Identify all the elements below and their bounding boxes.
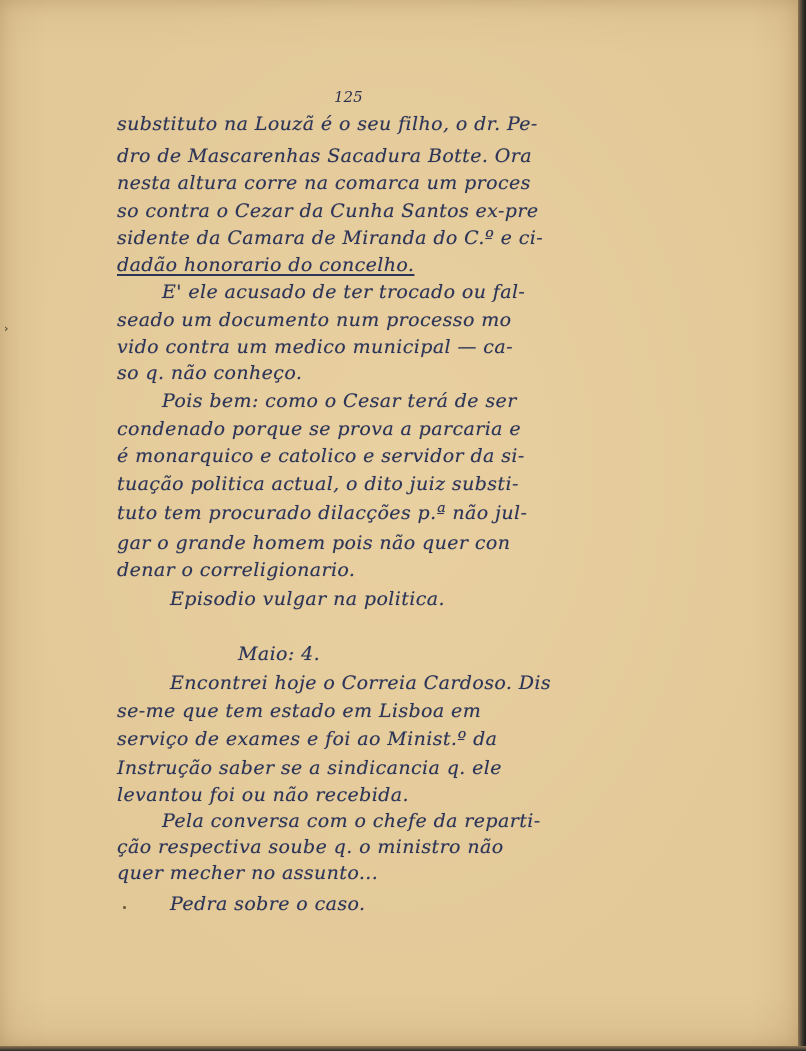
manuscript-line: denar o correligionario. [117, 559, 356, 581]
manuscript-line: serviço de exames e foi ao Minist.º da [117, 728, 498, 750]
manuscript-line: so contra o Cezar da Cunha Santos ex-pre [117, 200, 539, 222]
manuscript-line: Episodio vulgar na politica. [170, 588, 445, 610]
manuscript-line: tuto tem procurado dilacções p.ª não jul- [117, 502, 528, 524]
manuscript-line: levantou foi ou não recebida. [117, 784, 409, 806]
page-edge-bottom [0, 1046, 806, 1051]
manuscript-line: substituto na Louzã é o seu filho, o dr. Pe- [117, 113, 538, 135]
manuscript-line: Pedra sobre o caso. [170, 893, 366, 915]
manuscript-line: condenado porque se prova a parcaria e [117, 418, 521, 440]
manuscript-line: so q. não conheço. [117, 362, 303, 384]
manuscript-line: sidente da Camara de Miranda do C.º e ci- [117, 227, 544, 249]
entry-date-heading: Maio: 4. [238, 643, 321, 665]
manuscript-line: Pois bem: como o Cesar terá de ser [162, 390, 517, 412]
manuscript-line: Instrução saber se a sindicancia q. ele [117, 757, 502, 779]
ink-dot [123, 906, 126, 909]
margin-mark: › [4, 322, 9, 335]
manuscript-line: é monarquico e catolico e servidor da si- [117, 445, 525, 467]
manuscript-line: Pela conversa com o chefe da reparti- [162, 810, 541, 832]
manuscript-line: vido contra um medico municipal — ca- [117, 336, 513, 358]
manuscript-line: quer mecher no assunto... [117, 862, 379, 884]
manuscript-line: tuação politica actual, o dito juiz substi- [117, 473, 519, 495]
manuscript-line: se-me que tem estado em Lisboa em [117, 700, 482, 722]
manuscript-line: Encontrei hoje o Correia Cardoso. Dis [170, 672, 552, 694]
manuscript-line: E' ele acusado de ter trocado ou fal- [162, 281, 526, 303]
manuscript-line: gar o grande homem pois não quer con [117, 532, 511, 554]
manuscript-line: seado um documento num processo mo [117, 309, 512, 331]
manuscript-line: nesta altura corre na comarca um proces [117, 172, 531, 194]
page-edge-right [798, 0, 806, 1051]
manuscript-line: ção respectiva soube q. o ministro não [117, 836, 504, 858]
manuscript-line: dro de Mascarenhas Sacadura Botte. Ora [117, 145, 532, 167]
page-number: 125 [334, 88, 363, 106]
manuscript-line: dadão honorario do concelho. [117, 254, 415, 276]
